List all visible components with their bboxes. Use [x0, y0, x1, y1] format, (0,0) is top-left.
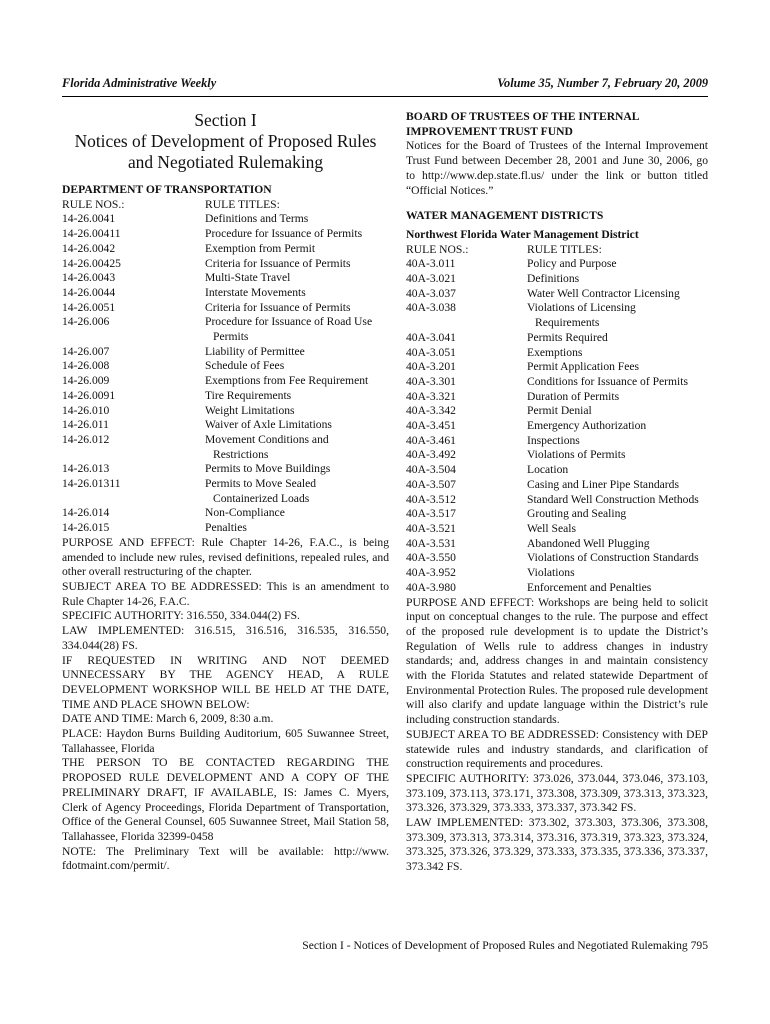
rule-number: 40A-3.342	[406, 404, 456, 418]
notice-paragraph: SUBJECT AREA TO BE ADDRESSED: Consistency with DEP statewide rules and industry standards, and clarification of construction requirements and procedures.	[406, 727, 708, 771]
rule-title: Criteria for Issuance of Permits	[205, 300, 351, 314]
rule-title: Well Seals	[527, 521, 576, 535]
rule-title: Violations of Licensing	[527, 301, 636, 315]
rule-number: 40A-3.461	[406, 433, 456, 447]
wmd-heading: WATER MANAGEMENT DISTRICTS	[406, 209, 604, 223]
rule-title: Violations of Construction Standards	[527, 551, 699, 565]
rule-title: Policy and Purpose	[527, 257, 617, 271]
rule-title: Exemptions from Fee Requirement	[205, 374, 369, 388]
rule-number: 40A-3.492	[406, 448, 456, 462]
page-footer: Section I - Notices of Development of Proposed Rules and Negotiated Rulemaking 795	[302, 939, 708, 952]
rule-number: 14-26.012	[62, 432, 110, 446]
rule-entry	[62, 315, 389, 330]
wmd-rule-header	[406, 243, 708, 258]
rule-title: Permits to Move Buildings	[205, 462, 331, 476]
rule-number: 40A-3.021	[406, 272, 456, 286]
rule-entry	[406, 507, 708, 522]
rule-number: 14-26.0051	[62, 300, 116, 314]
notice-paragraph: LAW IMPLEMENTED: 316.515, 316.516, 316.535, 316.550, 334.044(28) FS.	[62, 624, 389, 652]
rule-title: Enforcement and Penalties	[527, 580, 652, 594]
rule-number: 14-26.008	[62, 359, 110, 373]
rule-title: Permits to Move Sealed	[205, 477, 317, 491]
rule-number: 40A-3.301	[406, 374, 456, 388]
rule-number: 40A-3.037	[406, 286, 456, 300]
rule-number: 14-26.0042	[62, 241, 116, 255]
section-title-line1: Notices of Development of Proposed Rules	[74, 131, 377, 151]
rule-entry-continuation	[406, 316, 708, 331]
rule-title: Movement Conditions and	[205, 432, 329, 446]
notice-paragraph: PLACE: Haydon Burns Building Auditorium, 605 Suwannee Street, Tallahassee, Florida	[62, 727, 389, 755]
notice-paragraph: PURPOSE AND EFFECT: Workshops are being held to solicit input on conceptual changes to the rule. The purpose and effect of the proposed rule development is to update the District’s Regulation of Wells rule to address changes in industry standards; and, address changes in and maintain consistency with the Florida Statutes and related statewide Department of Environmental Protection Rules. The proposed rule development will also clarify and update language within the District’s rule including construction standards.	[406, 595, 708, 727]
rule-title-continuation: Restrictions	[213, 447, 269, 461]
rule-title: Inspections	[527, 433, 580, 447]
dot-rule-list	[62, 212, 389, 535]
rule-entry	[62, 477, 389, 492]
rule-number: 14-26.0044	[62, 285, 116, 299]
rule-title: Criteria for Issuance of Permits	[205, 256, 351, 270]
rule-entry	[62, 389, 389, 404]
rule-title: Procedure for Issuance of Road Use	[205, 315, 373, 329]
rule-entry	[406, 581, 708, 596]
rule-nos-label: RULE NOS.:	[62, 197, 125, 211]
running-header	[62, 76, 708, 96]
rule-entry	[62, 359, 389, 374]
rule-number: 40A-3.011	[406, 257, 456, 271]
rule-title: Exemption from Permit	[205, 241, 316, 255]
rule-entry	[62, 301, 389, 316]
rule-entry	[406, 375, 708, 390]
rule-number: 40A-3.321	[406, 389, 456, 403]
wmd-rule-list	[406, 257, 708, 595]
rule-number: 14-26.0091	[62, 388, 116, 402]
rule-title: Procedure for Issuance of Permits	[205, 227, 363, 241]
rule-number: 40A-3.051	[406, 345, 456, 359]
header-rule	[62, 96, 708, 97]
rule-entry	[62, 257, 389, 272]
rule-number: 14-26.007	[62, 344, 110, 358]
rule-entry	[406, 434, 708, 449]
rule-entry	[406, 493, 708, 508]
rule-title: Permits Required	[527, 330, 608, 344]
rule-entry	[406, 287, 708, 302]
rule-title: Standard Well Construction Methods	[527, 492, 699, 506]
dot-notice-body	[62, 536, 389, 874]
rule-title: Liability of Permittee	[205, 344, 305, 358]
rule-title: Grouting and Sealing	[527, 507, 627, 521]
rule-title: Emergency Authorization	[527, 419, 647, 433]
rule-entry	[62, 227, 389, 242]
rule-entry	[406, 360, 708, 375]
rule-number: 14-26.011	[62, 418, 109, 432]
notice-paragraph: LAW IMPLEMENTED: 373.302, 373.303, 373.306, 373.308, 373.309, 373.313, 373.314, 373.316, 373.319, 373.323, 373.324, 373.325, 373.326, 373.329, 373.333, 373.335, 373.336, 373.337, 373.342 FS.	[406, 816, 708, 874]
rule-title: Non-Compliance	[205, 506, 285, 520]
rule-entry-continuation	[62, 330, 389, 345]
notice-paragraph: PURPOSE AND EFFECT: Rule Chapter 14-26, F.A.C., is being amended to include new rules, revised definitions, repealed rules, and other overall restructuring of the chapter.	[62, 535, 389, 579]
trustees-heading-line1: BOARD OF TRUSTEES OF THE INTERNAL	[406, 110, 640, 123]
rule-number: 40A-3.038	[406, 301, 456, 315]
rule-entry	[406, 463, 708, 478]
rule-title: Conditions for Issuance of Permits	[527, 374, 689, 388]
rule-title: Casing and Liner Pipe Standards	[527, 477, 679, 491]
rule-entry	[406, 301, 708, 316]
wmd-notice-body	[406, 596, 708, 875]
rule-entry	[406, 272, 708, 287]
notice-paragraph: SUBJECT AREA TO BE ADDRESSED: This is an amendment to Rule Chapter 14-26, F.A.C.	[62, 579, 389, 608]
rule-entry	[406, 522, 708, 537]
rule-number: 40A-3.952	[406, 566, 456, 580]
rule-number: 14-26.013	[62, 462, 110, 476]
rule-entry	[62, 212, 389, 227]
rule-title: Location	[527, 463, 569, 477]
rule-title: Schedule of Fees	[205, 359, 285, 373]
rule-title: Duration of Permits	[527, 389, 620, 403]
rule-number: 40A-3.517	[406, 507, 456, 521]
notice-paragraph: NOTE: The Preliminary Text will be available: http://www. fdotmaint.com/permit/.	[62, 844, 389, 873]
rule-titles-label: RULE TITLES:	[205, 197, 280, 211]
rule-entry	[62, 271, 389, 286]
rule-title: Permit Denial	[527, 404, 592, 418]
rule-entry	[406, 346, 708, 361]
rule-title: Abandoned Well Plugging	[527, 536, 650, 550]
rule-entry	[406, 257, 708, 272]
rule-number: 14-26.0041	[62, 212, 116, 226]
section-title-line2: and Negotiated Rulemaking	[127, 152, 324, 172]
rule-entry	[406, 390, 708, 405]
wmd-subheading: Northwest Florida Water Management District	[406, 227, 639, 241]
rule-number: 40A-3.507	[406, 477, 456, 491]
rule-entry	[62, 242, 389, 257]
rule-number: 14-26.006	[62, 315, 110, 329]
rule-number: 14-26.0043	[62, 271, 116, 285]
dot-heading: DEPARTMENT OF TRANSPORTATION	[62, 183, 272, 196]
rule-entry	[406, 566, 708, 581]
rule-nos-label: RULE NOS.:	[406, 242, 469, 256]
issue-info: Volume 35, Number 7, February 20, 2009	[497, 76, 708, 90]
rule-number: 40A-3.521	[406, 521, 456, 535]
rule-number: 14-26.01311	[62, 477, 121, 491]
rule-entry	[62, 418, 389, 433]
rule-number: 14-26.010	[62, 403, 110, 417]
rule-entry	[406, 419, 708, 434]
rule-title: Definitions and Terms	[205, 212, 309, 226]
rule-number: 40A-3.041	[406, 330, 456, 344]
rule-entry-continuation	[62, 492, 389, 507]
rule-entry	[62, 433, 389, 448]
notice-paragraph: SPECIFIC AUTHORITY: 373.026, 373.044, 373.046, 373.103, 373.109, 373.113, 373.171, 373.308, 373.309, 373.313, 373.323, 373.326, 373.329, 373.333, 373.337, 373.342 FS.	[406, 771, 708, 815]
publication-name: Florida Administrative Weekly	[62, 76, 217, 90]
right-column	[406, 110, 708, 875]
notice-paragraph: IF REQUESTED IN WRITING AND NOT DEEMED UNNECESSARY BY THE AGENCY HEAD, A RULE DEVELOPMENT WORKSHOP WILL BE HELD AT THE DATE, TIME AND PLACE SHOWN BELOW:	[62, 653, 389, 711]
rule-title: Tire Requirements	[205, 388, 292, 402]
rule-entry-continuation	[62, 448, 389, 463]
rule-title: Waiver of Axle Limitations	[205, 418, 332, 432]
rule-entry	[406, 448, 708, 463]
rule-entry	[62, 506, 389, 521]
rule-entry	[406, 551, 708, 566]
rule-title: Interstate Movements	[205, 285, 306, 299]
rule-entry	[406, 404, 708, 419]
rule-entry	[62, 521, 389, 536]
rule-title: Violations of Permits	[527, 448, 626, 462]
notice-paragraph: THE PERSON TO BE CONTACTED REGARDING THE PROPOSED RULE DEVELOPMENT AND A COPY OF THE PRELIMINARY DRAFT, IF AVAILABLE, IS: James C. Myers, Clerk of Agency Proceedings, Florida Department of Transportation, Office of the General Counsel, 605 Suwannee Street, Mail Station 58, Tallahassee, Florida 32399-0458	[62, 756, 389, 843]
rule-number: 14-26.00425	[62, 256, 121, 270]
rule-title-continuation: Containerized Loads	[213, 491, 310, 505]
rule-number: 40A-3.980	[406, 580, 456, 594]
rule-entry	[62, 374, 389, 389]
notice-paragraph: SPECIFIC AUTHORITY: 316.550, 334.044(2) FS.	[62, 609, 300, 623]
rule-number: 14-26.009	[62, 374, 110, 388]
rule-entry	[62, 404, 389, 419]
rule-title-continuation: Requirements	[535, 316, 600, 330]
rule-entry	[62, 286, 389, 301]
section-label: Section I	[194, 110, 257, 130]
rule-number: 40A-3.550	[406, 551, 456, 565]
notice-paragraph: DATE AND TIME: March 6, 2009, 8:30 a.m.	[62, 712, 274, 726]
rule-number: 40A-3.531	[406, 536, 456, 550]
rule-title: Multi-State Travel	[205, 271, 291, 285]
left-column	[62, 110, 389, 874]
rule-title: Exemptions	[527, 345, 583, 359]
rule-number: 14-26.014	[62, 506, 110, 520]
rule-entry	[62, 345, 389, 360]
rule-number: 14-26.00411	[62, 227, 121, 241]
rule-number: 40A-3.451	[406, 419, 456, 433]
rule-entry	[406, 478, 708, 493]
rule-entry	[62, 462, 389, 477]
rule-entry	[406, 331, 708, 346]
rule-number: 40A-3.201	[406, 360, 456, 374]
trustees-notice-text: Notices for the Board of Trustees of the Internal Improvement Trust Fund between December 28, 2001 and June 30, 2006, go to http://www.dep.state.fl.us/ under the link or button titled “Official Notices.”	[406, 139, 708, 197]
rule-number: 40A-3.512	[406, 492, 456, 506]
rule-title: Penalties	[205, 521, 247, 535]
rule-title-continuation: Permits	[213, 330, 249, 344]
rule-number: 40A-3.504	[406, 463, 456, 477]
trustees-heading-line2: IMPROVEMENT TRUST FUND	[406, 124, 573, 138]
rule-title: Weight Limitations	[205, 403, 295, 417]
dot-rule-header	[62, 198, 389, 213]
rule-titles-label: RULE TITLES:	[527, 242, 602, 256]
rule-title: Water Well Contractor Licensing	[527, 286, 680, 300]
rule-title: Violations	[527, 566, 575, 580]
rule-number: 14-26.015	[62, 521, 110, 535]
rule-entry	[406, 537, 708, 552]
rule-title: Permit Application Fees	[527, 360, 640, 374]
rule-title: Definitions	[527, 272, 580, 286]
